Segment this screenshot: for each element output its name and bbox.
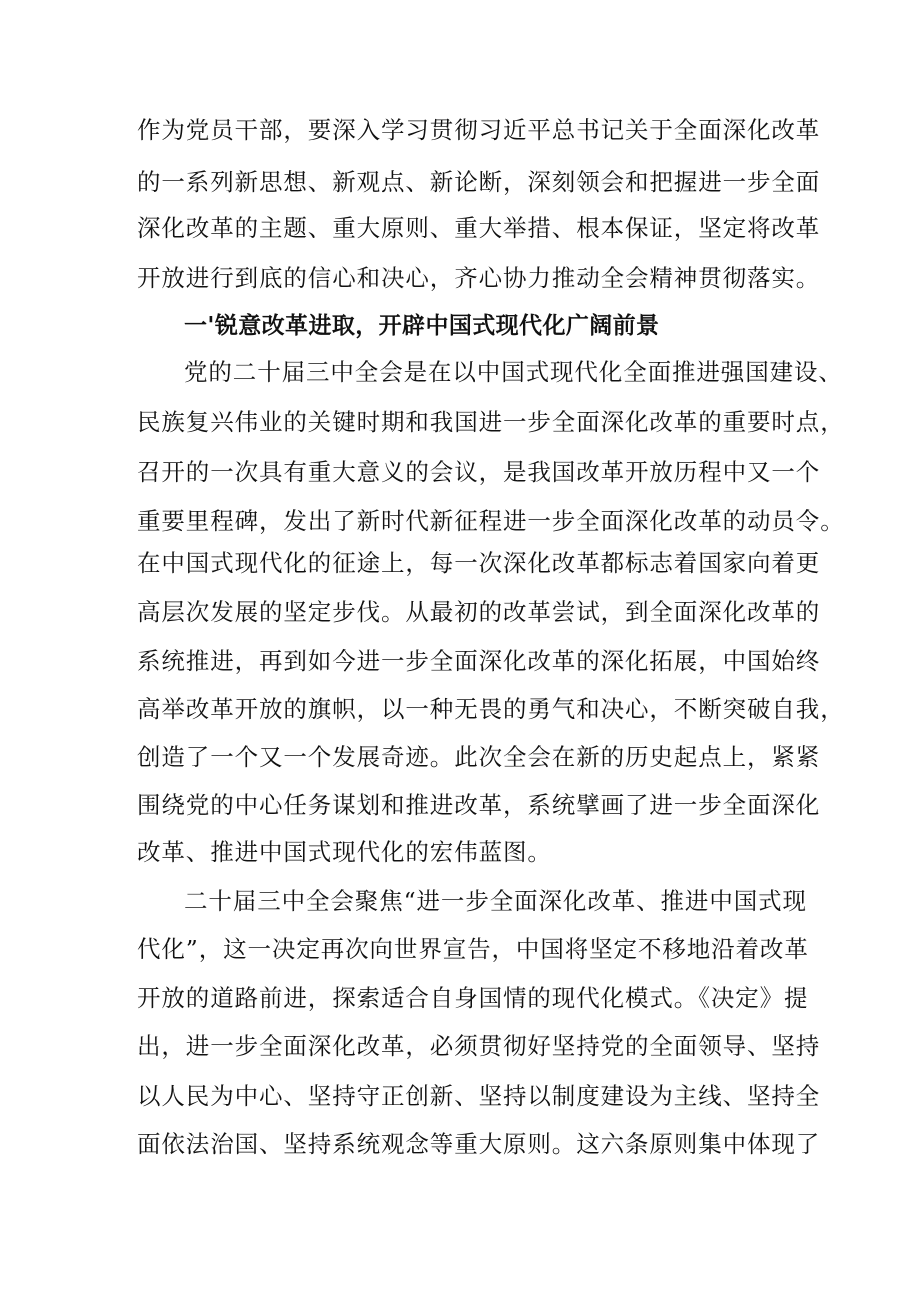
body-text-line: 作为党员干部，要深入学习贯彻习近平总书记关于全面深化改革 [137, 116, 821, 144]
body-text-line: 围绕党的中心任务谋划和推进改革，系统擘画了进一步全面深化 [137, 791, 821, 819]
body-text-line: 面依法治国、坚持系统观念等重大原则。这六条原则集中体现了 [137, 1130, 821, 1158]
body-text-line: 二十届三中全会聚焦“进一步全面深化改革、推进中国式现 [184, 887, 807, 915]
body-text-line: 在中国式现代化的征途上，每一次深化改革都标志着国家向着更 [137, 549, 821, 577]
body-text-line: 民族复兴伟业的关键时期和我国进一步全面深化改革的重要时点， [137, 408, 845, 436]
section-heading: 一'锐意改革进取，开辟中国式现代化广阔前景 [184, 313, 660, 339]
body-text-line: 创造了一个又一个发展奇迹。此次全会在新的历史起点上，紧紧 [137, 743, 821, 771]
body-text-line: 的一系列新思想、新观点、新论断，深刻领会和把握进一步全面 [137, 168, 821, 196]
body-text-line: 系统推进，再到如今进一步全面深化改革的深化拓展，中国始终 [137, 647, 821, 675]
body-text-line: 改革、推进中国式现代化的宏伟蓝图。 [137, 838, 552, 866]
body-text-line: 出，进一步全面深化改革，必须贯彻好坚持党的全面领导、坚持 [137, 1032, 821, 1060]
body-text-line: 代化”，这一决定再次向世界宣告，中国将坚定不移地沿着改革 [137, 935, 809, 963]
body-text-line: 高举改革开放的旗帜，以一种无畏的勇气和决心，不断突破自我， [137, 695, 845, 723]
body-text-line: 开放进行到底的信心和决心，齐心协力推动全会精神贯彻落实。 [137, 264, 821, 292]
body-text-line: 高层次发展的坚定步伐。从最初的改革尝试，到全面深化改革的 [137, 598, 821, 626]
body-text-line: 重要里程碑，发出了新时代新征程进一步全面深化改革的动员令。 [137, 507, 845, 535]
body-text-line: 以人民为中心、坚持守正创新、坚持以制度建设为主线、坚持全 [137, 1082, 821, 1110]
body-text-line: 开放的道路前进，探索适合自身国情的现代化模式。《决定》提 [137, 984, 809, 1012]
body-text-line: 深化改革的主题、重大原则、重大举措、根本保证，坚定将改革 [137, 214, 821, 242]
body-text-line: 党的二十届三中全会是在以中国式现代化全面推进强国建设、 [184, 358, 843, 386]
body-text-line: 召开的一次具有重大意义的会议，是我国改革开放历程中又一个 [137, 458, 821, 486]
